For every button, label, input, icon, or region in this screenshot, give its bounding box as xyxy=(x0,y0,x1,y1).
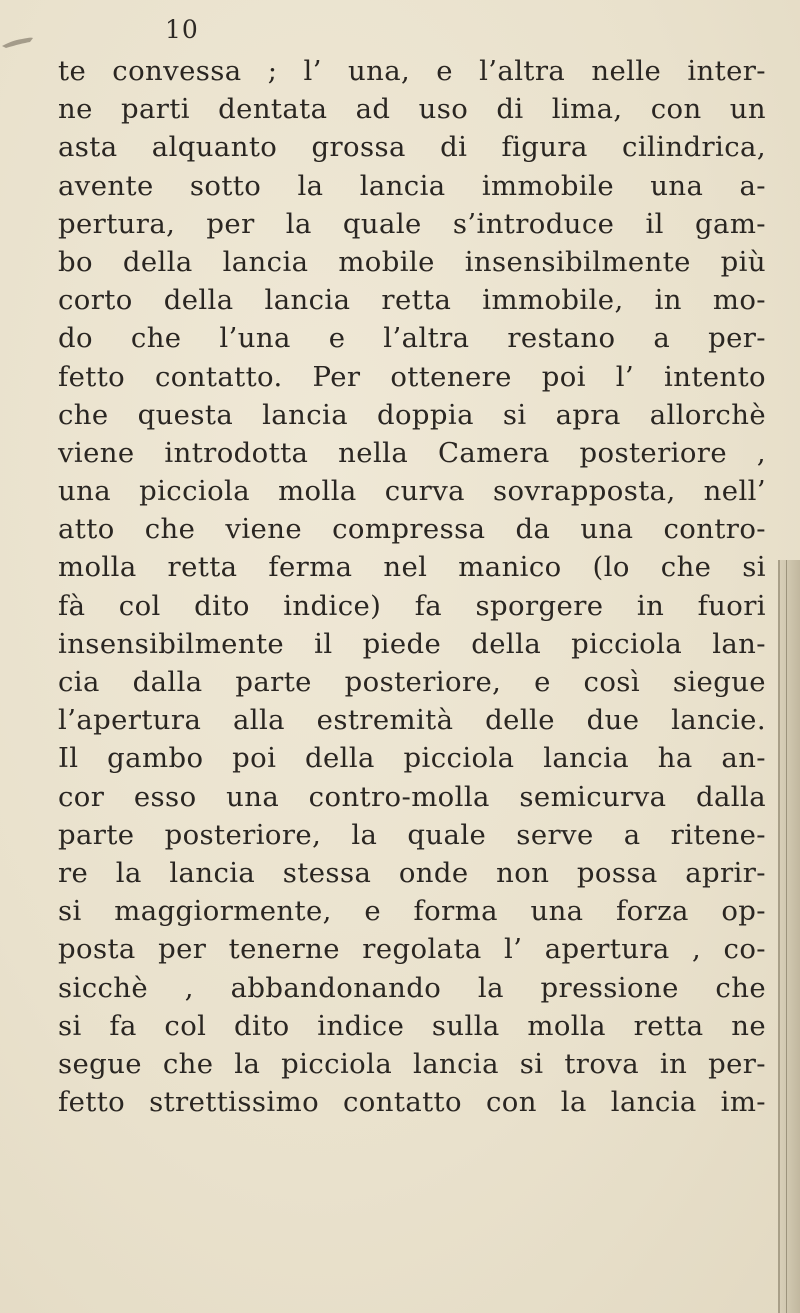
text-line: posta per tenerne regolata l’ apertura , co- xyxy=(58,933,766,966)
page-edge xyxy=(778,560,800,1313)
body-text xyxy=(58,52,766,1121)
text-line: fà col dito indice) fa sporgere in fuori xyxy=(58,589,766,622)
page-number: 10 xyxy=(165,15,199,44)
text-line: si fa col dito indice sulla molla retta ne xyxy=(58,1009,766,1042)
text-line: fetto strettissimo contatto con la lancia im- xyxy=(58,1086,766,1119)
text-line: fetto contatto. Per ottenere poi l’ intento xyxy=(58,360,766,393)
text-line: l’apertura alla estremità delle due lancie. xyxy=(58,704,766,737)
text-line: parte posteriore, la quale serve a ritene- xyxy=(58,818,766,851)
text-line: viene introdotta nella Camera posteriore , xyxy=(58,436,766,469)
text-line: asta alquanto grossa di figura cilindrica, xyxy=(58,131,766,164)
text-line: bo della lancia mobile insensibilmente più xyxy=(58,245,766,278)
text-line: cia dalla parte posteriore, e così siegue xyxy=(58,666,766,698)
text-line: insensibilmente il piede della picciola lan- xyxy=(58,627,766,660)
text-line: una picciola molla curva sovrapposta, nell’ xyxy=(58,475,766,508)
ink-smudge xyxy=(0,34,34,50)
text-line: atto che viene compressa da una contro- xyxy=(58,513,766,546)
text-line: cor esso una contro-molla semicurva dalla xyxy=(58,780,766,813)
text-line: segue che la picciola lancia si trova in per- xyxy=(58,1047,766,1080)
text-line: te convessa ; l’ una, e l’altra nelle inter- xyxy=(58,55,766,87)
text-line: si maggiormente, e forma una forza op- xyxy=(58,895,766,928)
text-line: molla retta ferma nel manico (lo che si xyxy=(58,551,766,584)
text-line: do che l’una e l’altra restano a per- xyxy=(58,322,766,355)
text-line: Il gambo poi della picciola lancia ha an- xyxy=(58,742,766,775)
text-line: re la lancia stessa onde non possa aprir- xyxy=(58,856,766,889)
text-line: ne parti dentata ad uso di lima, con un xyxy=(58,93,766,126)
text-line: avente sotto la lancia immobile una a- xyxy=(58,169,766,202)
text-line: che questa lancia doppia si apra allorchè xyxy=(58,398,766,431)
text-line: pertura, per la quale s’introduce il gam- xyxy=(58,207,766,240)
text-line: corto della lancia retta immobile, in mo- xyxy=(58,284,766,317)
text-line: sicchè , abbandonando la pressione che xyxy=(58,971,766,1004)
